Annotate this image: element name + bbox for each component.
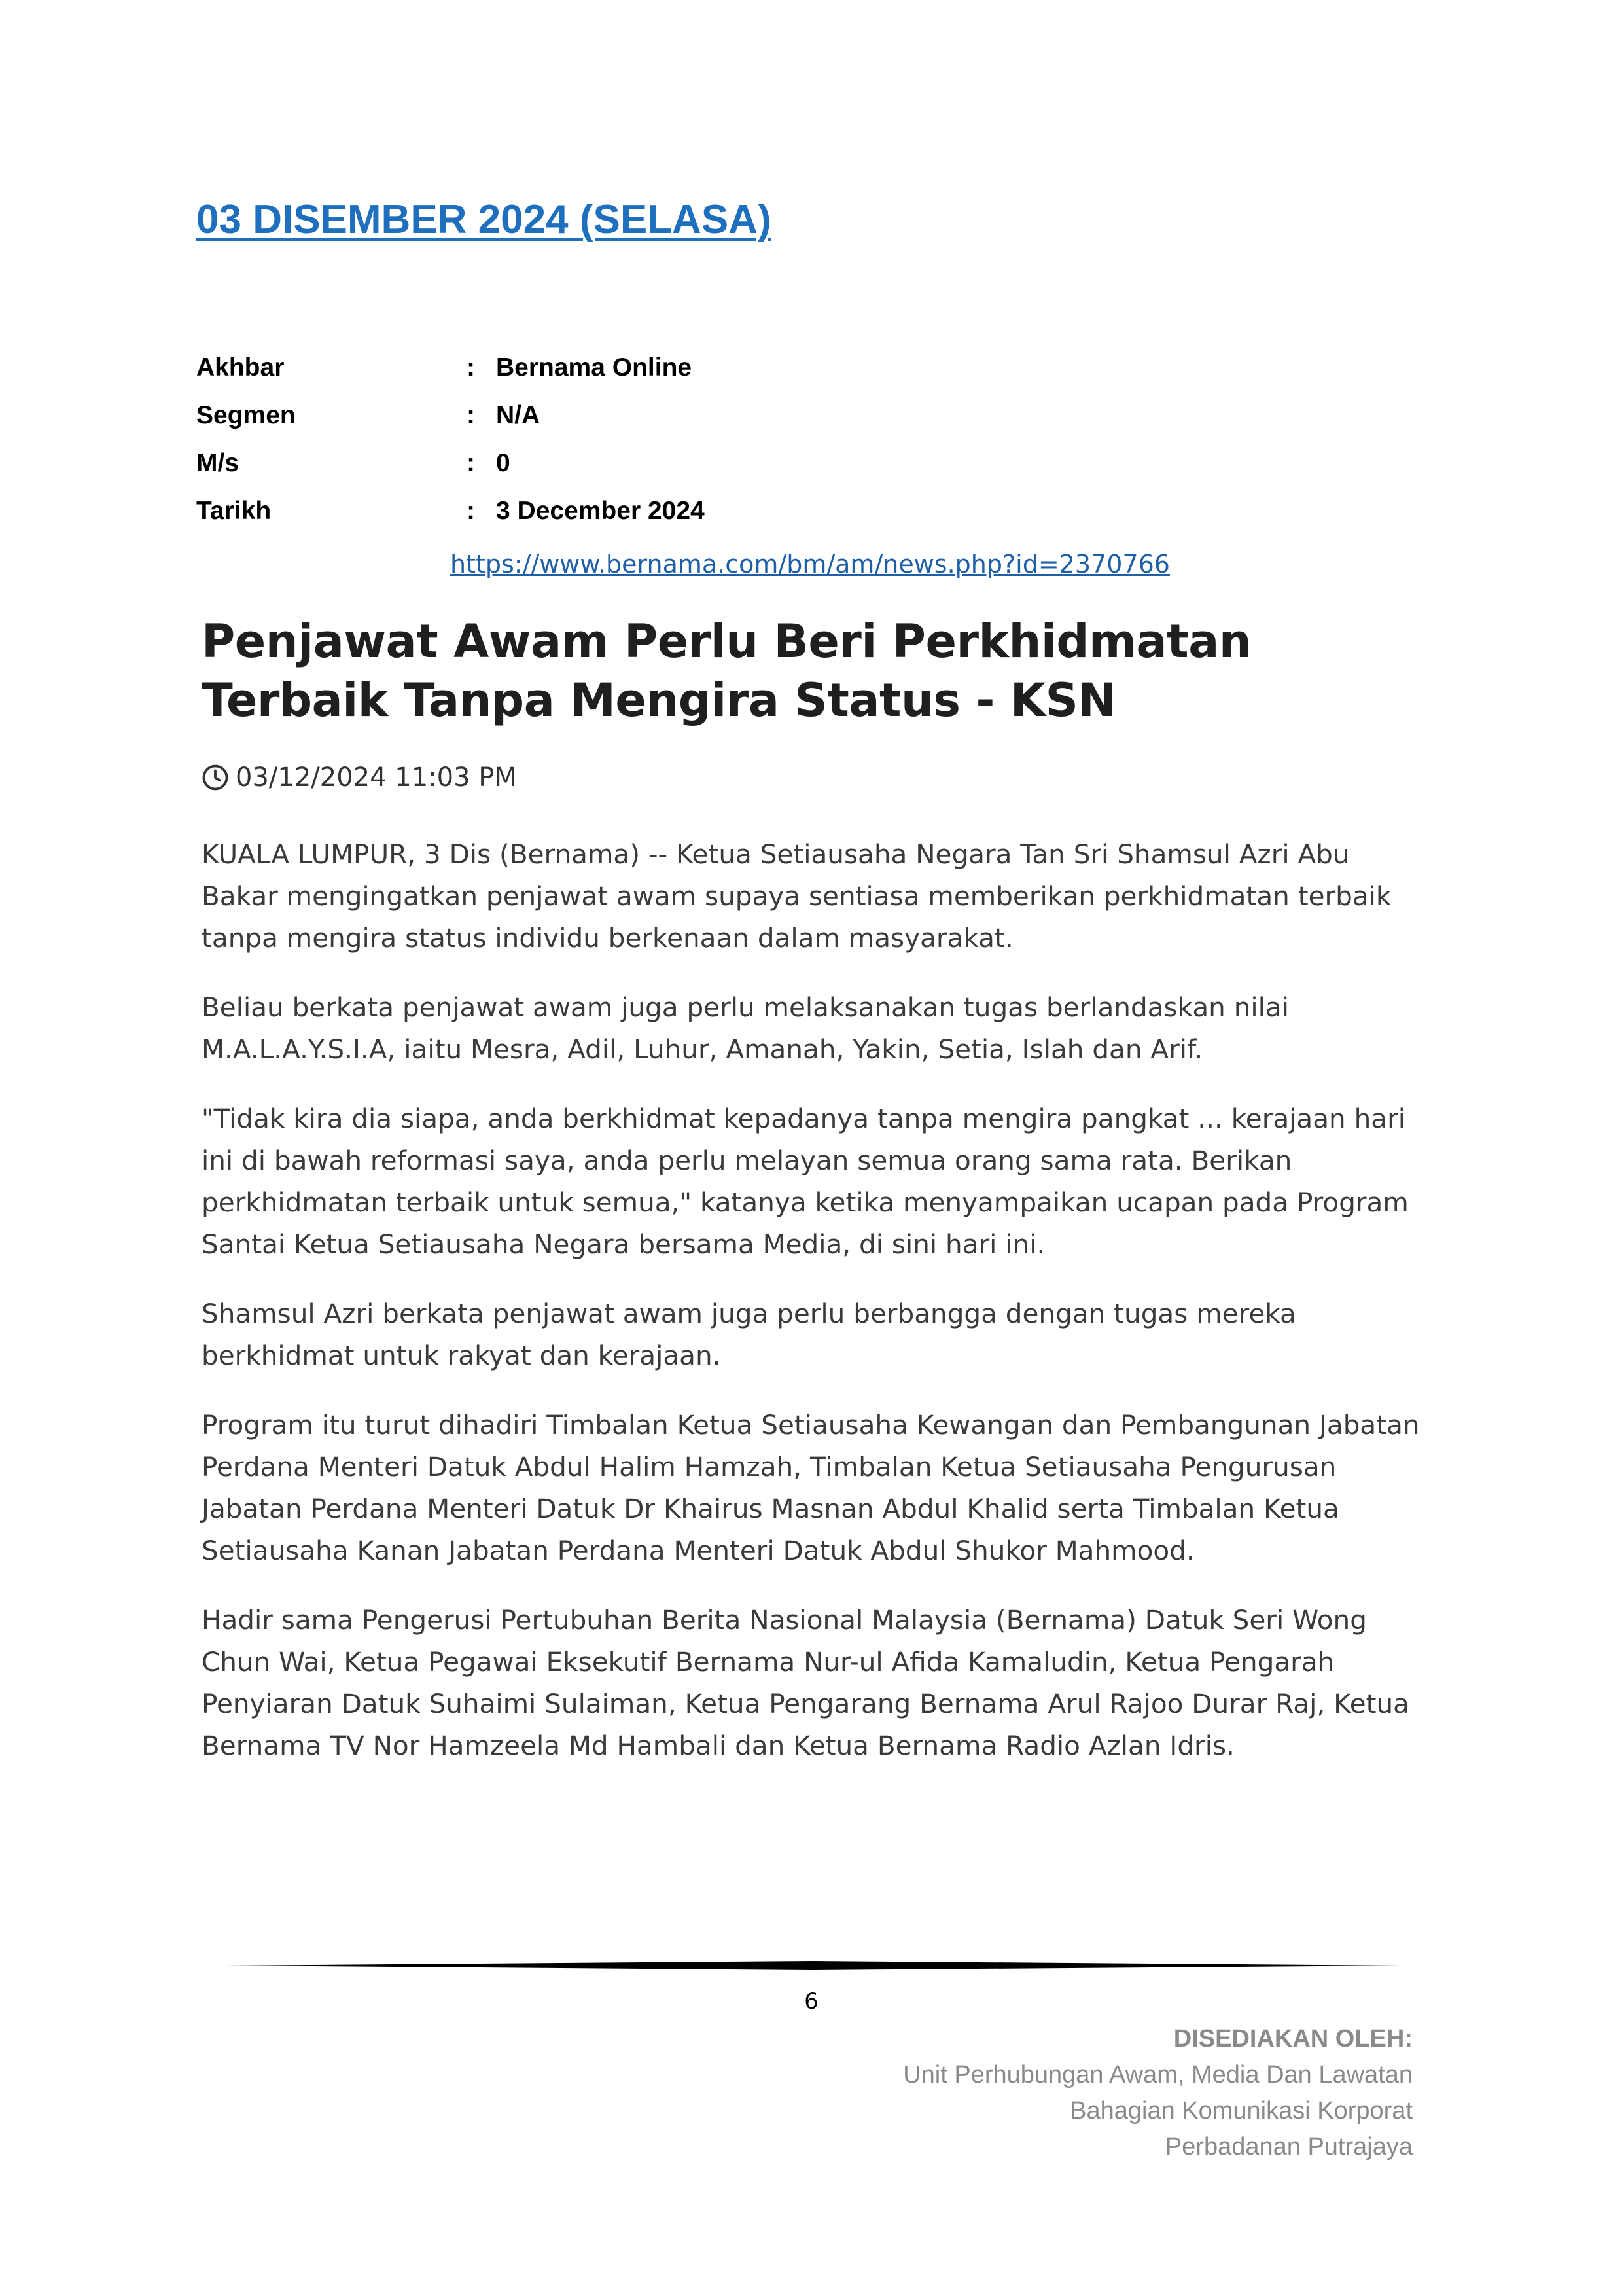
prepared-by-unit: Unit Perhubungan Awam, Media Dan Lawatan xyxy=(903,2061,1413,2089)
clock-icon xyxy=(202,764,229,791)
prepared-by-organisation: Perbadanan Putrajaya xyxy=(1165,2133,1413,2161)
meta-label: Akhbar xyxy=(196,353,285,382)
meta-label: Segmen xyxy=(196,401,296,429)
page-number: 6 xyxy=(804,1988,819,2015)
meta-label: M/s xyxy=(196,449,239,477)
prepared-by-block xyxy=(903,2021,1413,2165)
article-paragraph: Program itu turut dihadiri Timbalan Ketua Setiausaha Kewangan dan Pembangunan Jabatan Perdana Menteri Datuk Abdul Halim Hamzah, Timbalan Ketua Setiausaha Pengurusan Jabatan Perdana Menteri Datuk Dr Khairus Masnan Abdul Khalid serta Timbalan Ketua Setiausaha Kanan Jabatan Perdana Menteri Datuk Abdul Shukor Mahmood. xyxy=(202,1409,1420,1566)
article-paragraph: "Tidak kira dia siapa, anda berkhidmat kepadanya tanpa mengira pangkat ... kerajaan hari ini di bawah reformasi saya, anda perlu melayan semua orang sama rata. Berikan perkhidmatan terbaik untuk semua," katanya ketika menyampaikan ucapan pada Program Santai Ketua Setiausaha Negara bersama Media, di sini hari ini. xyxy=(202,1103,1409,1260)
meta-colon: : xyxy=(467,449,475,477)
article-timestamp xyxy=(202,761,1432,794)
meta-colon: : xyxy=(467,353,475,382)
meta-value: N/A xyxy=(496,401,540,429)
meta-label: Tarikh xyxy=(196,497,272,525)
article-paragraph: Beliau berkata penjawat awam juga perlu melaksanakan tugas berlandaskan nilai M.A.L.A.Y.S.I.A, iaitu Mesra, Adil, Luhur, Amanah, Yakin, Setia, Islah dan Arif. xyxy=(202,992,1289,1065)
meta-colon: : xyxy=(467,497,475,525)
page-date-heading: 03 DISEMBER 2024 (SELASA) xyxy=(196,197,771,242)
meta-colon: : xyxy=(467,401,475,429)
prepared-by-division: Bahagian Komunikasi Korporat xyxy=(1070,2097,1413,2125)
article-headline: Penjawat Awam Perlu Beri Perkhidmatan Terbaik Tanpa Mengira Status - KSN xyxy=(202,615,1252,727)
article-paragraph: Shamsul Azri berkata penjawat awam juga perlu berbangga dengan tugas mereka berkhidmat untuk rakyat dan kerajaan. xyxy=(202,1298,1296,1371)
article-clipping xyxy=(202,612,1432,1794)
article-paragraph: KUALA LUMPUR, 3 Dis (Bernama) -- Ketua Setiausaha Negara Tan Sri Shamsul Azri Abu Bakar mengingatkan penjawat awam supaya sentiasa memberikan perkhidmatan terbaik tanpa mengira status individu berkenaan dalam masyarakat. xyxy=(202,838,1392,954)
article-paragraph: Hadir sama Pengerusi Pertubuhan Berita Nasional Malaysia (Bernama) Datuk Seri Wong Chun Wai, Ketua Pegawai Eksekutif Bernama Nur-ul Afida Kamaludin, Ketua Pengarah Penyiaran Datuk Suhaimi Sulaiman, Ketua Pengarang Bernama Arul Rajoo Durar Raj, Ketua Bernama TV Nor Hamzeela Md Hambali dan Ketua Bernama Radio Azlan Idris. xyxy=(202,1604,1409,1761)
meta-value: Bernama Online xyxy=(496,353,692,382)
timestamp-text: 03/12/2024 11:03 PM xyxy=(236,762,517,793)
source-article-link[interactable]: https://www.bernama.com/bm/am/news.php?id=2370766 xyxy=(450,550,1170,579)
footer-divider xyxy=(224,1959,1402,1972)
article-body xyxy=(202,833,1432,1767)
meta-value: 0 xyxy=(496,449,510,477)
prepared-by-label: DISEDIAKAN OLEH: xyxy=(1173,2025,1413,2053)
meta-value: 3 December 2024 xyxy=(496,497,705,525)
